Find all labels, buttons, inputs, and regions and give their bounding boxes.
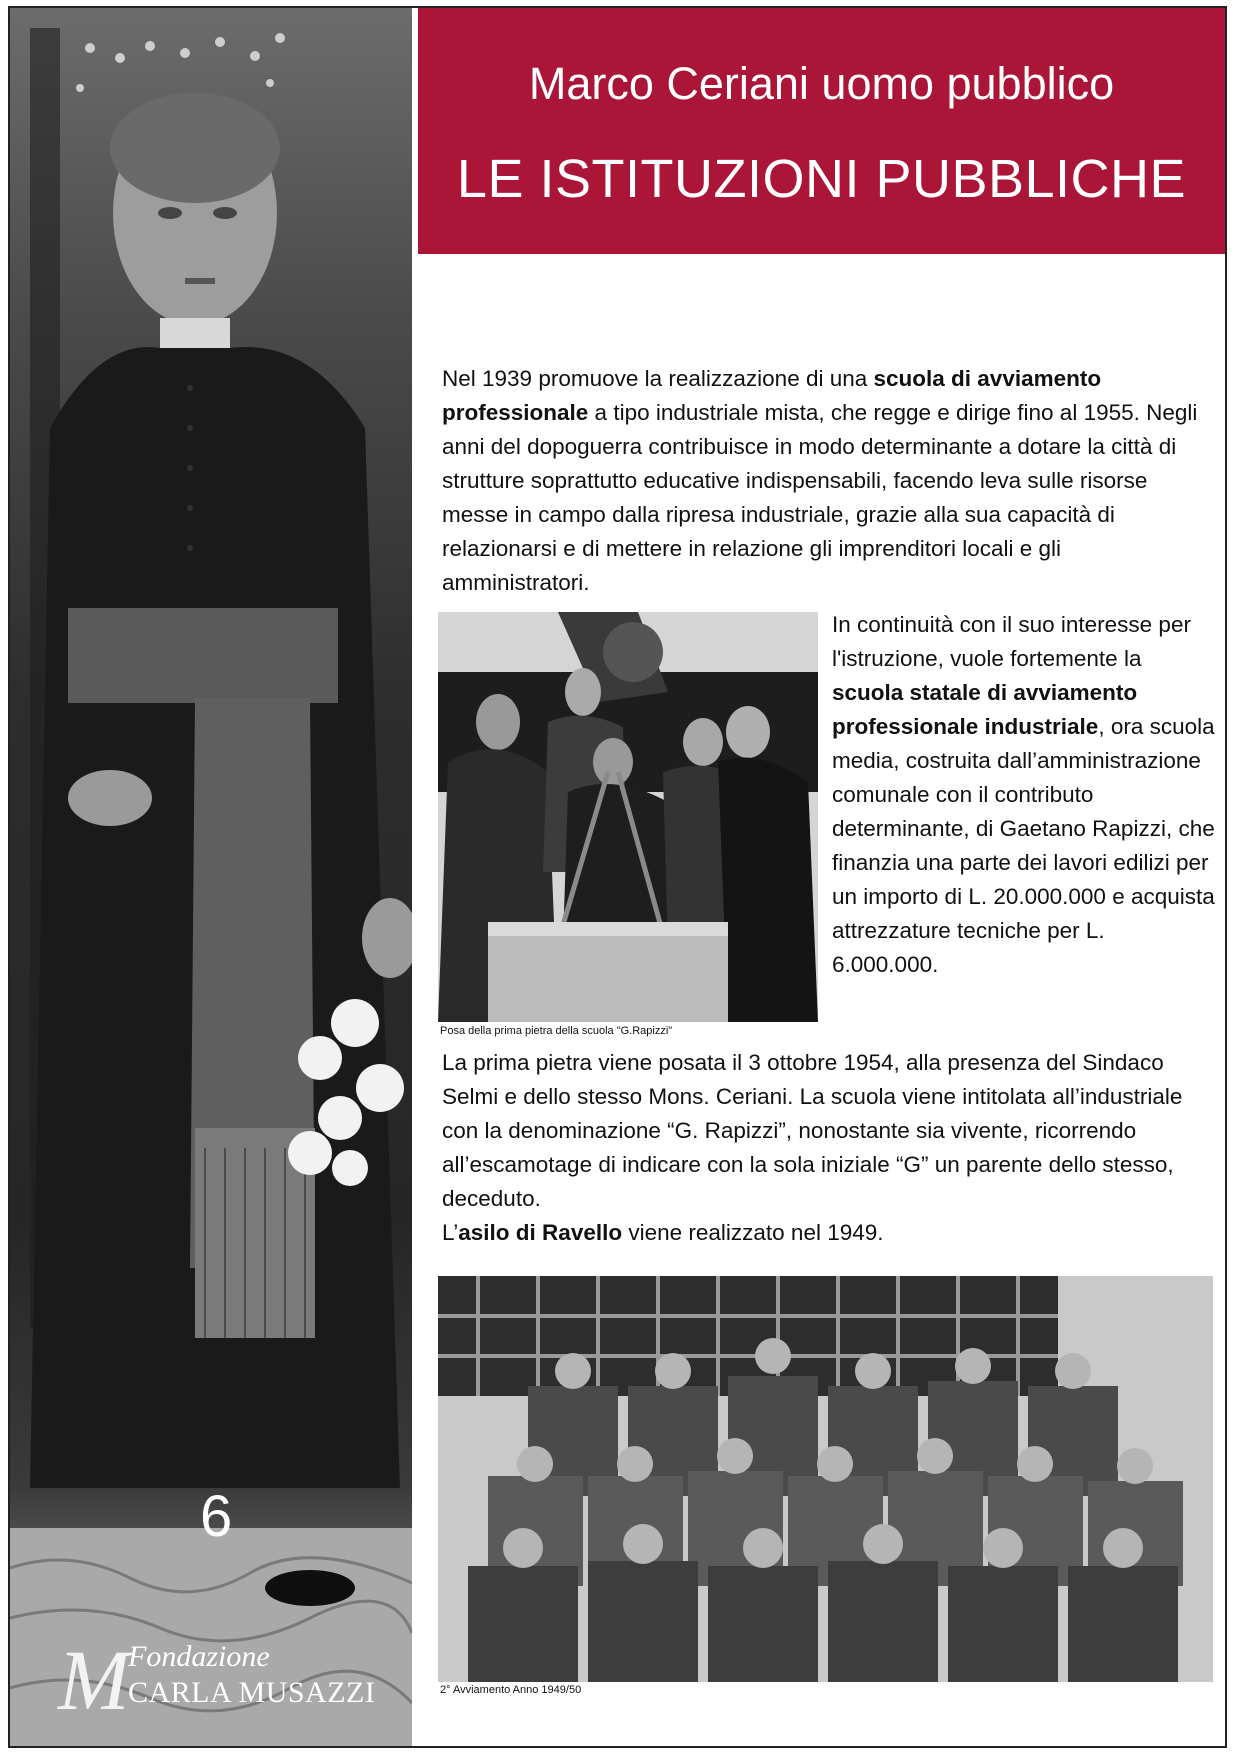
p1-bold-1: scuola di avviamento professionale [442,366,1102,425]
p2-text-1: In continuità con il suo interesse per l'istruzione, vuole fortemente la [832,612,1191,671]
p2-text-2: , ora scuola media, costruita dall’amministrazione comunale con il contributo determinante, di Gaetano Rapizzi, che finanzia una parte dei lavori edilizi per un importo di L. 20.000.000 e acquista attrezzature tecniche per L. 6.000.000. [832,714,1215,977]
ceremony-photo-caption: Posa della prima pietra della scuola "G.Rapizzi" [440,1025,673,1037]
p1-text-1: Nel 1939 promuove la realizzazione di una [442,366,874,391]
page-supertitle: Marco Ceriani uomo pubblico [528,58,1115,109]
header-band [418,8,1225,254]
p3-bold-1: asilo di Ravello [458,1220,623,1245]
ceremony-illustration [438,612,818,1022]
page-title: LE ISTITUZIONI PUBBLICHE [456,149,1187,209]
page-number: 6 [200,1484,233,1549]
logo-line-1: Fondazione [128,1640,270,1673]
foundation-logo [58,1632,388,1728]
p2-bold-1: scuola statale di avviamento professionale industriale [832,680,1138,739]
class-photo-caption: 2° Avviamento Anno 1949/50 [440,1684,582,1696]
p1-text-2: a tipo industriale mista, che regge e dirige fino al 1955. Negli anni del dopoguerra contribuisce in modo determinante a dotare la città di strutture soprattutto educative indispensabili, facendo leva sulle risorse messe in campo dalla ripresa industriale, grazie alla sua capacità di relazionarsi e di mettere in relazione gli imprenditori locali e gli amministratori. [442,400,1198,595]
paragraph-2 [832,608,1216,982]
logo-monogram: M [58,1632,130,1728]
paragraph-1 [442,362,1212,600]
paragraph-3 [442,1046,1218,1250]
class-illustration [438,1276,1213,1682]
class-photo [438,1276,1213,1682]
p3-text-1: La prima pietra viene posata il 3 ottobre 1954, alla presenza del Sindaco Selmi e dello stesso Mons. Ceriani. La scuola viene intitolata all’industriale con la denominazione “G. Rapizzi”, nonostante sia vivente, ricorrendo all’escamotage di indicare con la sola iniziale “G” un parente dello stesso, deceduto. [442,1050,1183,1211]
portrait-photo [10,8,412,1746]
logo-line-2: CARLA MUSAZZI [128,1676,376,1709]
ceremony-photo [438,612,818,1022]
p3-text-2: L’ [442,1220,459,1245]
p3-text-3: viene realizzato nel 1949. [622,1220,884,1245]
